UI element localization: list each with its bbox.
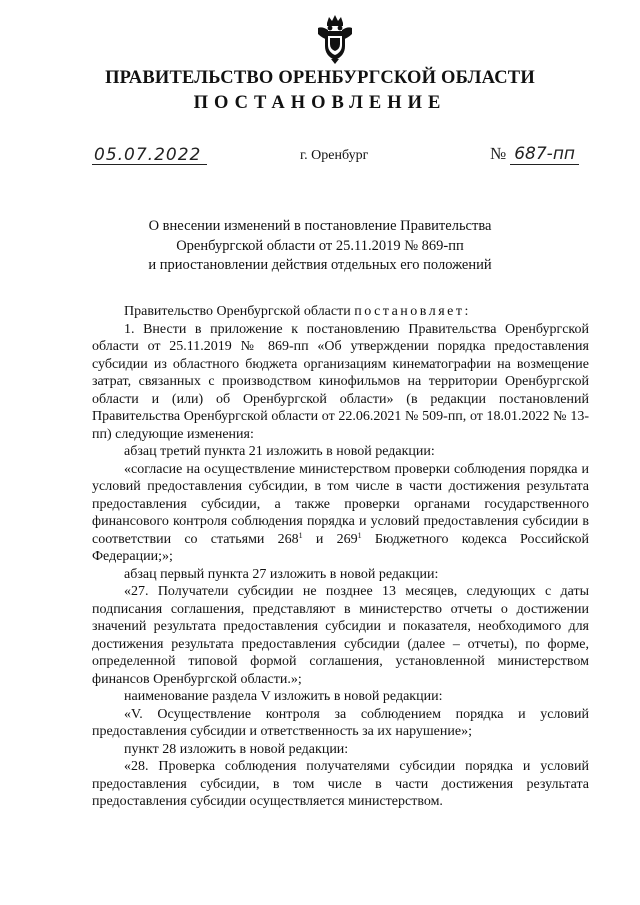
paragraph-3: «согласие на осуществление министерством проверки соблюдения порядка и условий предоставления субсидии, в том числе в части достижения результата предоставления субсидии, а также проверки органами государственного финансового контроля соблюдения порядка и условий предоставления субсидии в соответствии со статьями $268^1$ и $269^1$ Бюджетного кодекса Российской Федерации;»;	[92, 461, 590, 564]
subject-line-3: и приостановлении действия отдельных его положений	[148, 257, 492, 273]
paragraph-7: «V. Осуществление контроля за соблюдением порядка и условий предоставления субсидии и ответственность за их нарушение»;	[92, 706, 589, 739]
paragraph-preamble: Правительство Оренбургской области постановляет:	[124, 304, 471, 319]
document-body	[92, 303, 589, 811]
paragraph-4: абзац первый пункта 27 изложить в новой редакции:	[124, 566, 439, 582]
subject-line-2: Оренбургской области от 25.11.2019 № 869-пп	[176, 237, 464, 254]
number-value: 687-пп	[510, 144, 579, 165]
paragraph-8: пункт 28 изложить в новой редакции:	[124, 741, 349, 757]
paragraph-2: абзац третий пункта 21 изложить в новой редакции:	[124, 444, 435, 459]
document-number	[490, 143, 579, 164]
document-city: г. Оренбург	[300, 148, 369, 163]
oblast-coat-of-arms-icon	[316, 14, 354, 64]
document-subject	[0, 217, 640, 276]
paragraph-1: 1. Внести в приложение к постановлению Правительства Оренбургской области от 25.11.2019 № 869-пп «Об утверждении порядка предоставления субсидии из областного бюджета организациям кинематографии на возмещение затрат, связанных с производством кинофильмов на территории Оренбургской области и (или) об Оренбургской области» (в редакции постановлений Правительства Оренбургской области от 22.06.2021 № 509-пп, от 18.01.2022 № 13-пп) следующие изменения:	[92, 321, 589, 442]
organization-name: ПРАВИТЕЛЬСТВО ОРЕНБУРГСКОЙ ОБЛАСТИ	[105, 68, 535, 88]
paragraph-9: «28. Проверка соблюдения получателями субсидии порядка и условий предоставления субсидии, в том числе в части достижения результата предоставления субсидии осуществляется министерством.	[92, 759, 589, 809]
number-sign: №	[490, 144, 507, 163]
subject-line-1: О внесении изменений в постановление Правительства	[148, 218, 492, 234]
document-type: ПОСТАНОВЛЕНИЕ	[193, 93, 447, 113]
decree-word: постановляет:	[354, 304, 471, 319]
paragraph-5: «27. Получатели субсидии не позднее 13 месяцев, следующих с даты подписания соглашения, представляют в министерство отчеты о достижении значений результата предоставления субсидии и показателя, необходимого для достижения результата предоставления субсидии (далее – отчеты), по форме, определенной типовой формой соглашения, установленной министерством финансов Оренбургской области.»;	[92, 584, 589, 687]
paragraph-6: наименование раздела V изложить в новой редакции:	[124, 689, 443, 704]
document-date: 05.07.2022	[92, 146, 207, 165]
